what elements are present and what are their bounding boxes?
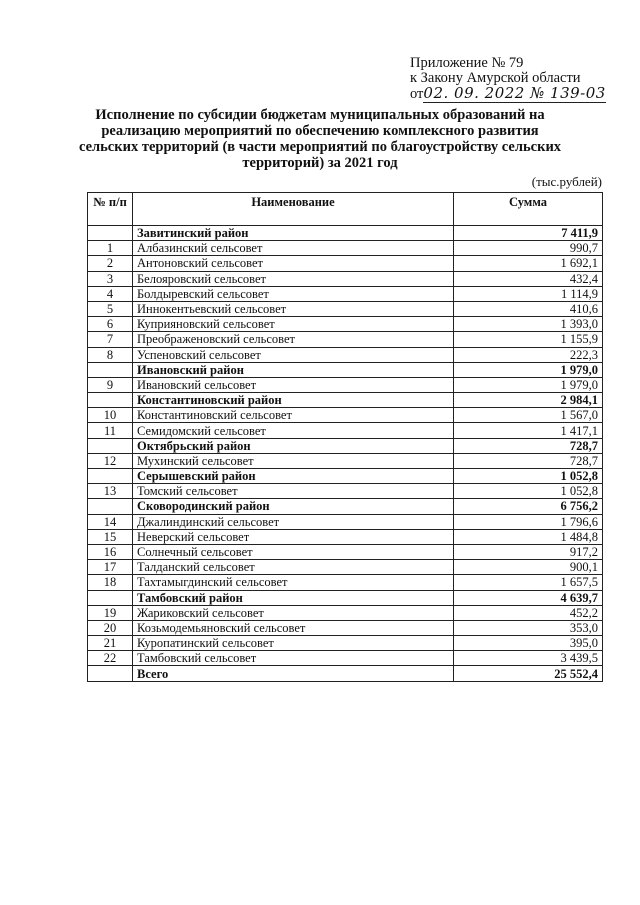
cell-sum: 1 052,8: [454, 484, 603, 499]
total-row: [88, 666, 603, 681]
cell-num: 6: [88, 317, 133, 332]
cell-sum: 3 439,5: [454, 651, 603, 666]
cell-sum: 452,2: [454, 605, 603, 620]
cell-num: 21: [88, 636, 133, 651]
cell-sum: 7 411,9: [454, 226, 603, 241]
cell-sum: 1 155,9: [454, 332, 603, 347]
cell-num: 14: [88, 514, 133, 529]
cell-name: Завитинский район: [133, 226, 454, 241]
cell-sum: 1 657,5: [454, 575, 603, 590]
cell-num: 12: [88, 453, 133, 468]
cell-name: Албазинский сельсовет: [133, 241, 454, 256]
cell-name: Константиновский сельсовет: [133, 408, 454, 423]
cell-sum: 917,2: [454, 544, 603, 559]
cell-num: [88, 438, 133, 453]
table-row: [88, 453, 603, 468]
cell-num: 16: [88, 544, 133, 559]
district-row: [88, 469, 603, 484]
district-row: [88, 438, 603, 453]
table-row: [88, 408, 603, 423]
cell-name: Иннокентьевский сельсовет: [133, 301, 454, 316]
cell-num: 15: [88, 529, 133, 544]
cell-name: Ивановский район: [133, 362, 454, 377]
appendix-date-prefix: от: [410, 86, 424, 102]
cell-name: Болдыревский сельсовет: [133, 286, 454, 301]
table-row: [88, 636, 603, 651]
cell-num: [88, 469, 133, 484]
cell-sum: 1 979,0: [454, 377, 603, 392]
cell-num: 18: [88, 575, 133, 590]
appendix-header: [410, 56, 606, 102]
cell-num: [88, 362, 133, 377]
cell-sum: 1 979,0: [454, 362, 603, 377]
cell-sum: 2 984,1: [454, 393, 603, 408]
cell-name: Куропатинский сельсовет: [133, 636, 454, 651]
cell-sum: 1 393,0: [454, 317, 603, 332]
cell-sum: 1 052,8: [454, 469, 603, 484]
cell-sum: 25 552,4: [454, 666, 603, 681]
cell-name: Талданский сельсовет: [133, 560, 454, 575]
cell-sum: 222,3: [454, 347, 603, 362]
district-row: [88, 226, 603, 241]
table-row: [88, 271, 603, 286]
header-number: № п/п: [88, 193, 133, 226]
handwritten-date-number: 02. 09. 2022 № 139-03: [423, 84, 606, 102]
cell-sum: 6 756,2: [454, 499, 603, 514]
table-row: [88, 514, 603, 529]
table-header-row: [88, 193, 603, 226]
cell-name: Сковородинский район: [133, 499, 454, 514]
appendix-date-line: [410, 86, 606, 102]
table-row: [88, 529, 603, 544]
table-row: [88, 317, 603, 332]
cell-name: Всего: [133, 666, 454, 681]
cell-name: Серышевский район: [133, 469, 454, 484]
cell-sum: 728,7: [454, 438, 603, 453]
header-sum: Сумма: [454, 193, 603, 226]
cell-num: [88, 393, 133, 408]
cell-name: Солнечный сельсовет: [133, 544, 454, 559]
cell-sum: 990,7: [454, 241, 603, 256]
cell-num: 17: [88, 560, 133, 575]
cell-name: Антоновский сельсовет: [133, 256, 454, 271]
subsidy-table: [87, 192, 603, 682]
cell-num: 5: [88, 301, 133, 316]
cell-sum: 1 796,6: [454, 514, 603, 529]
cell-sum: 1 417,1: [454, 423, 603, 438]
table-row: [88, 241, 603, 256]
cell-num: 7: [88, 332, 133, 347]
district-row: [88, 499, 603, 514]
cell-sum: 1 567,0: [454, 408, 603, 423]
cell-sum: 728,7: [454, 453, 603, 468]
cell-num: [88, 590, 133, 605]
cell-num: [88, 226, 133, 241]
cell-sum: 4 639,7: [454, 590, 603, 605]
cell-name: Козьмодемьяновский сельсовет: [133, 620, 454, 635]
cell-name: Успеновский сельсовет: [133, 347, 454, 362]
cell-name: Тамбовский сельсовет: [133, 651, 454, 666]
table-row: [88, 423, 603, 438]
table-body: [88, 226, 603, 682]
table-row: [88, 560, 603, 575]
cell-num: 22: [88, 651, 133, 666]
cell-num: 10: [88, 408, 133, 423]
cell-name: Ивановский сельсовет: [133, 377, 454, 392]
district-row: [88, 393, 603, 408]
cell-num: [88, 499, 133, 514]
cell-name: Неверский сельсовет: [133, 529, 454, 544]
table-row: [88, 256, 603, 271]
table-row: [88, 651, 603, 666]
document-title: Исполнение по субсидии бюджетам муниципальных образований на реализацию мероприятий по обеспечению комплексного развития сельских территорий (в части мероприятий по благоустройству сельских территорий) за 2021 год: [78, 107, 562, 171]
cell-num: 4: [88, 286, 133, 301]
table-row: [88, 377, 603, 392]
table-row: [88, 347, 603, 362]
appendix-number: Приложение № 79: [410, 55, 524, 71]
cell-name: Куприяновский сельсовет: [133, 317, 454, 332]
table-row: [88, 620, 603, 635]
table-row: [88, 332, 603, 347]
cell-num: 20: [88, 620, 133, 635]
district-row: [88, 590, 603, 605]
cell-name: Тамбовский район: [133, 590, 454, 605]
cell-name: Октябрьский район: [133, 438, 454, 453]
cell-name: Семидомский сельсовет: [133, 423, 454, 438]
cell-sum: 353,0: [454, 620, 603, 635]
cell-sum: 1 484,8: [454, 529, 603, 544]
cell-name: Мухинский сельсовет: [133, 453, 454, 468]
cell-sum: 395,0: [454, 636, 603, 651]
cell-num: 3: [88, 271, 133, 286]
cell-name: Томский сельсовет: [133, 484, 454, 499]
table-row: [88, 286, 603, 301]
header-name: Наименование: [133, 193, 454, 226]
district-row: [88, 362, 603, 377]
cell-num: [88, 666, 133, 681]
cell-name: Константиновский район: [133, 393, 454, 408]
cell-sum: 900,1: [454, 560, 603, 575]
unit-label: (тыс.рублей): [531, 174, 602, 189]
cell-num: 11: [88, 423, 133, 438]
cell-sum: 1 114,9: [454, 286, 603, 301]
cell-num: 19: [88, 605, 133, 620]
cell-num: 8: [88, 347, 133, 362]
cell-name: Преображеновский сельсовет: [133, 332, 454, 347]
cell-name: Тахтамыгдинский сельсовет: [133, 575, 454, 590]
table-row: [88, 484, 603, 499]
table-row: [88, 575, 603, 590]
cell-name: Белояровский сельсовет: [133, 271, 454, 286]
cell-name: Жариковский сельсовет: [133, 605, 454, 620]
cell-sum: 432,4: [454, 271, 603, 286]
table-row: [88, 544, 603, 559]
cell-num: 2: [88, 256, 133, 271]
table-row: [88, 605, 603, 620]
cell-num: 9: [88, 377, 133, 392]
cell-sum: 1 692,1: [454, 256, 603, 271]
appendix-law-reference: к Закону Амурской области: [410, 70, 581, 86]
cell-name: Джалиндинский сельсовет: [133, 514, 454, 529]
cell-sum: 410,6: [454, 301, 603, 316]
table-row: [88, 301, 603, 316]
cell-num: 13: [88, 484, 133, 499]
cell-num: 1: [88, 241, 133, 256]
